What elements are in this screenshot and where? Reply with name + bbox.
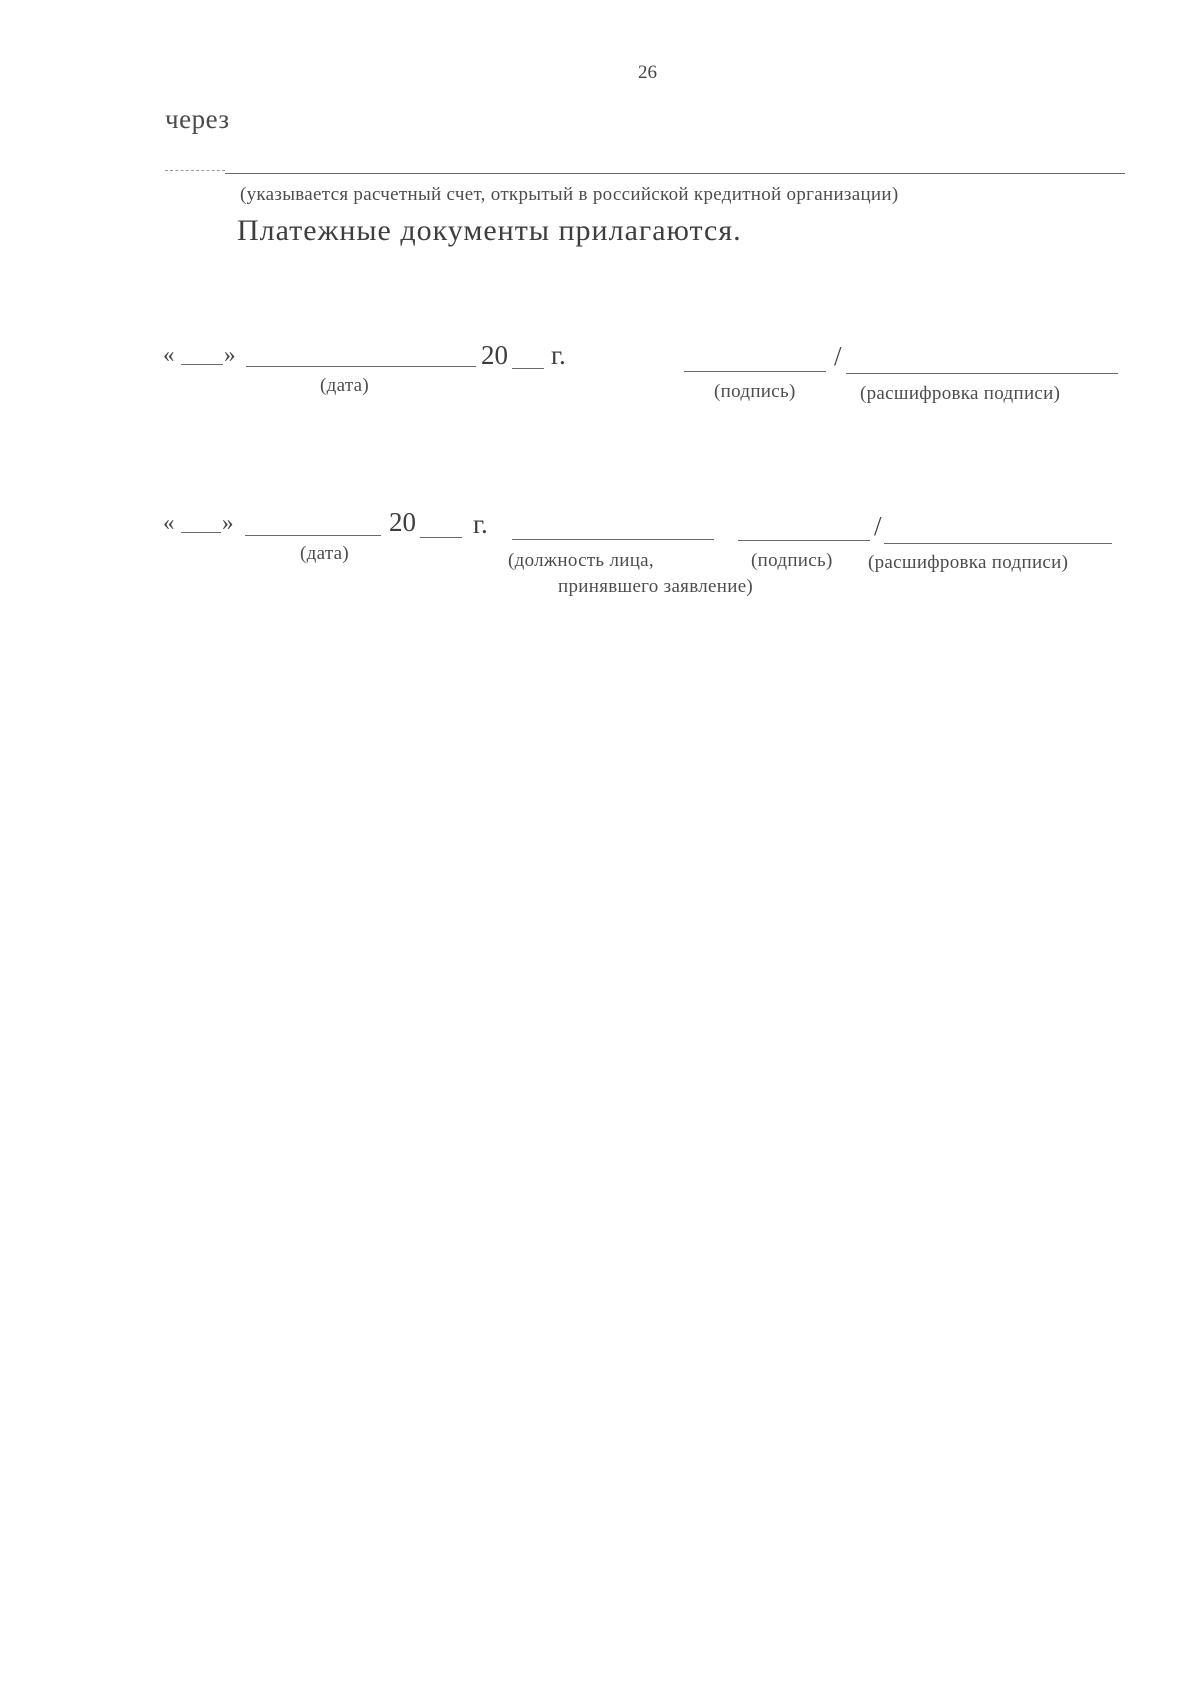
receiver-quote-open: « (163, 510, 175, 535)
applicant-separator: / (834, 341, 842, 371)
applicant-signature-decode-caption: (расшифровка подписи) (860, 383, 1061, 404)
receiver-month-field[interactable] (245, 535, 381, 536)
receiver-year-prefix: 20 (389, 507, 416, 537)
receiver-year-field[interactable] (420, 537, 462, 538)
applicant-year-suffix: г. (551, 340, 566, 370)
receiver-position-caption-line2: принявшего заявление) (558, 576, 754, 597)
receiver-position-caption-line1: (должность лица, (508, 550, 654, 571)
account-caption: (указывается расчетный счет, открытый в российской кредитной организации) (240, 184, 899, 205)
receiver-signature-decode-caption: (расшифровка подписи) (868, 552, 1069, 573)
applicant-day-field[interactable] (181, 364, 223, 365)
applicant-date-caption: (дата) (320, 375, 370, 396)
applicant-month-field[interactable] (246, 366, 476, 367)
via-label: через (165, 104, 230, 134)
receiver-quote-close: » (222, 510, 234, 535)
applicant-signature-field[interactable] (684, 371, 826, 372)
receiver-signature-caption: (подпись) (751, 550, 833, 571)
receiver-date-caption: (дата) (300, 543, 350, 564)
applicant-quote-close: » (224, 342, 236, 367)
receiver-position-field[interactable] (512, 539, 714, 540)
applicant-signature-caption: (подпись) (714, 381, 796, 402)
applicant-signature-decode-field[interactable] (846, 373, 1118, 374)
account-line-start (165, 170, 225, 171)
receiver-year-suffix: г. (473, 509, 488, 539)
applicant-year-prefix: 20 (481, 340, 508, 370)
account-field-line[interactable] (225, 173, 1125, 174)
receiver-signature-decode-field[interactable] (884, 543, 1112, 544)
applicant-year-field[interactable] (512, 368, 544, 369)
receiver-day-field[interactable] (181, 532, 221, 533)
attachments-note: Платежные документы прилагаются. (237, 214, 742, 247)
receiver-separator: / (874, 511, 882, 541)
receiver-signature-field[interactable] (738, 540, 870, 541)
page-number: 26 (638, 62, 657, 83)
applicant-quote-open: « (163, 342, 175, 367)
